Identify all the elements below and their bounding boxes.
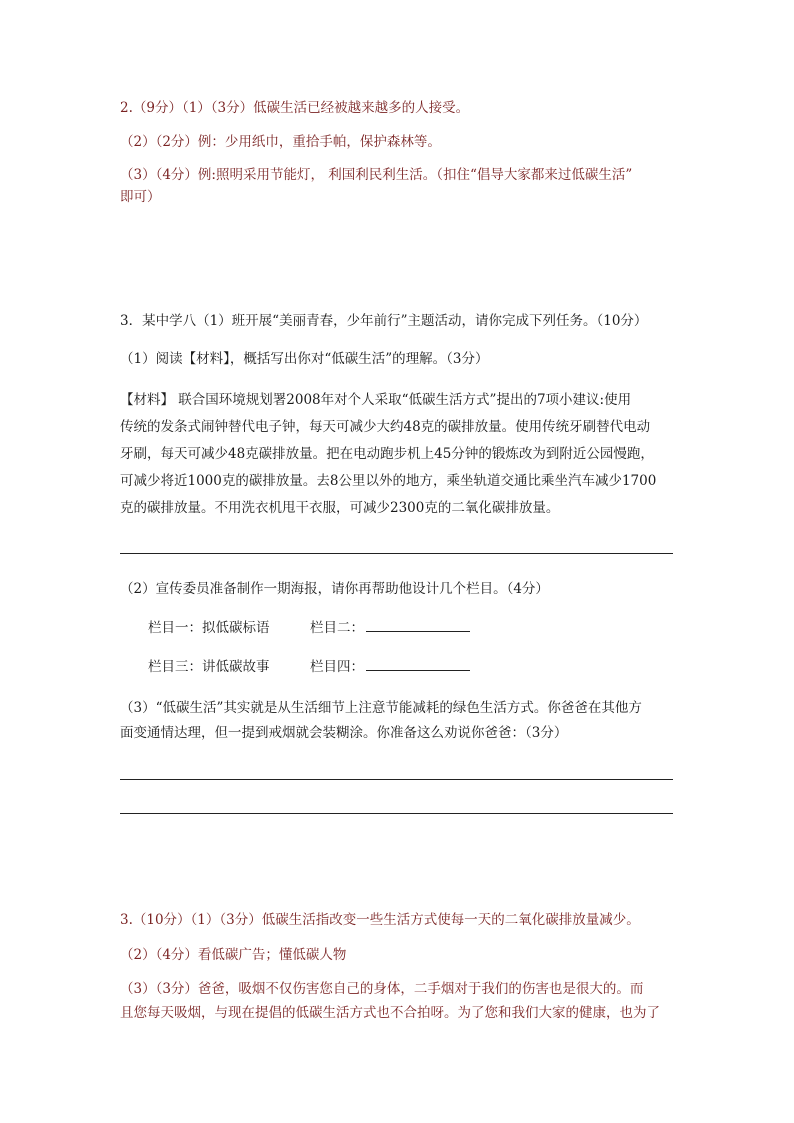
- material-line-4: 可减少将近1000克的碳排放量。去8公里以外的地方，乘坐轨道交通比乘坐汽车减少1700: [120, 473, 657, 489]
- answer3-line3a: （3）（3分）爸爸，吸烟不仅伤害您自己的身体，二手烟对于我们的伤害也是很大的。而: [120, 981, 644, 997]
- column-one: 栏目一：拟低碳标语: [148, 620, 270, 636]
- question3-title: 3．某中学八（1）班开展“美丽青春，少年前行”主题活动，请你完成下列任务。（10分）: [120, 313, 648, 329]
- material-line-1: 【材料】 联合国环境规划署2008年对个人采取“低碳生活方式”提出的7项小建议:使用: [120, 392, 632, 408]
- column-four-label: 栏目四：: [310, 659, 364, 675]
- column-four[interactable]: [310, 655, 470, 679]
- column-two-label: 栏目二：: [310, 620, 364, 636]
- material-line-2: 传统的发条式闹钟替代电子钟，每天可减少大约48克的碳排放量。使用传统牙刷替代电动: [120, 419, 651, 435]
- answer-line-sub3-2[interactable]: [120, 813, 673, 814]
- answer-line-sub3-1[interactable]: [120, 779, 673, 780]
- answer3-line3b: 且您每天吸烟，与现在提倡的低碳生活方式也不合拍呀。为了您和我们大家的健康，也为了: [120, 1005, 660, 1021]
- answer3-line1: 3.（10分）（1）（3分）低碳生活指改变一些生活方式使每一天的二氧化碳排放量减少。: [120, 912, 640, 928]
- question3-sub2: （2）宣传委员准备制作一期海报，请你再帮助他设计几个栏目。（4分）: [120, 581, 549, 597]
- answer2-line3a: （3）（4分）例:照明采用节能灯， 利国利民利生活。（扣住“倡导大家都来过低碳生活”: [120, 167, 633, 183]
- question3-sub1: （1）阅读【材料】，概括写出你对“低碳生活”的理解。（3分）: [120, 351, 489, 367]
- answer2-line3b: 即可）: [120, 189, 161, 205]
- material-line-3: 牙刷，每天可减少48克碳排放量。把在电动跑步机上45分钟的锻炼改为到附近公园慢跑，: [120, 446, 654, 462]
- question3-sub3-line1: （3）“低碳生活”其实就是从生活细节上注意节能减耗的绿色生活方式。你爸爸在其他方: [120, 700, 642, 716]
- answer2-line1: 2.（9分）（1）（3分）低碳生活已经被越来越多的人接受。: [120, 100, 470, 116]
- material-line-5: 克的碳排放量。不用洗衣机甩干衣服，可减少2300克的二氧化碳排放量。: [120, 500, 560, 516]
- answer-line-sub1[interactable]: [120, 553, 673, 554]
- column-two[interactable]: [310, 616, 470, 640]
- question3-sub3-line2: 面变通情达理，但一提到戒烟就会装糊涂。你准备这么劝说你爸爸：（3分）: [120, 725, 568, 741]
- column-two-blank[interactable]: [366, 617, 470, 632]
- column-four-blank[interactable]: [366, 656, 470, 671]
- answer3-line2: （2）（4分）看低碳广告；懂低碳人物: [120, 947, 347, 963]
- column-three: 栏目三：讲低碳故事: [148, 659, 270, 675]
- answer2-line2: （2）（2分）例：少用纸巾，重拾手帕，保护森林等。: [120, 134, 441, 150]
